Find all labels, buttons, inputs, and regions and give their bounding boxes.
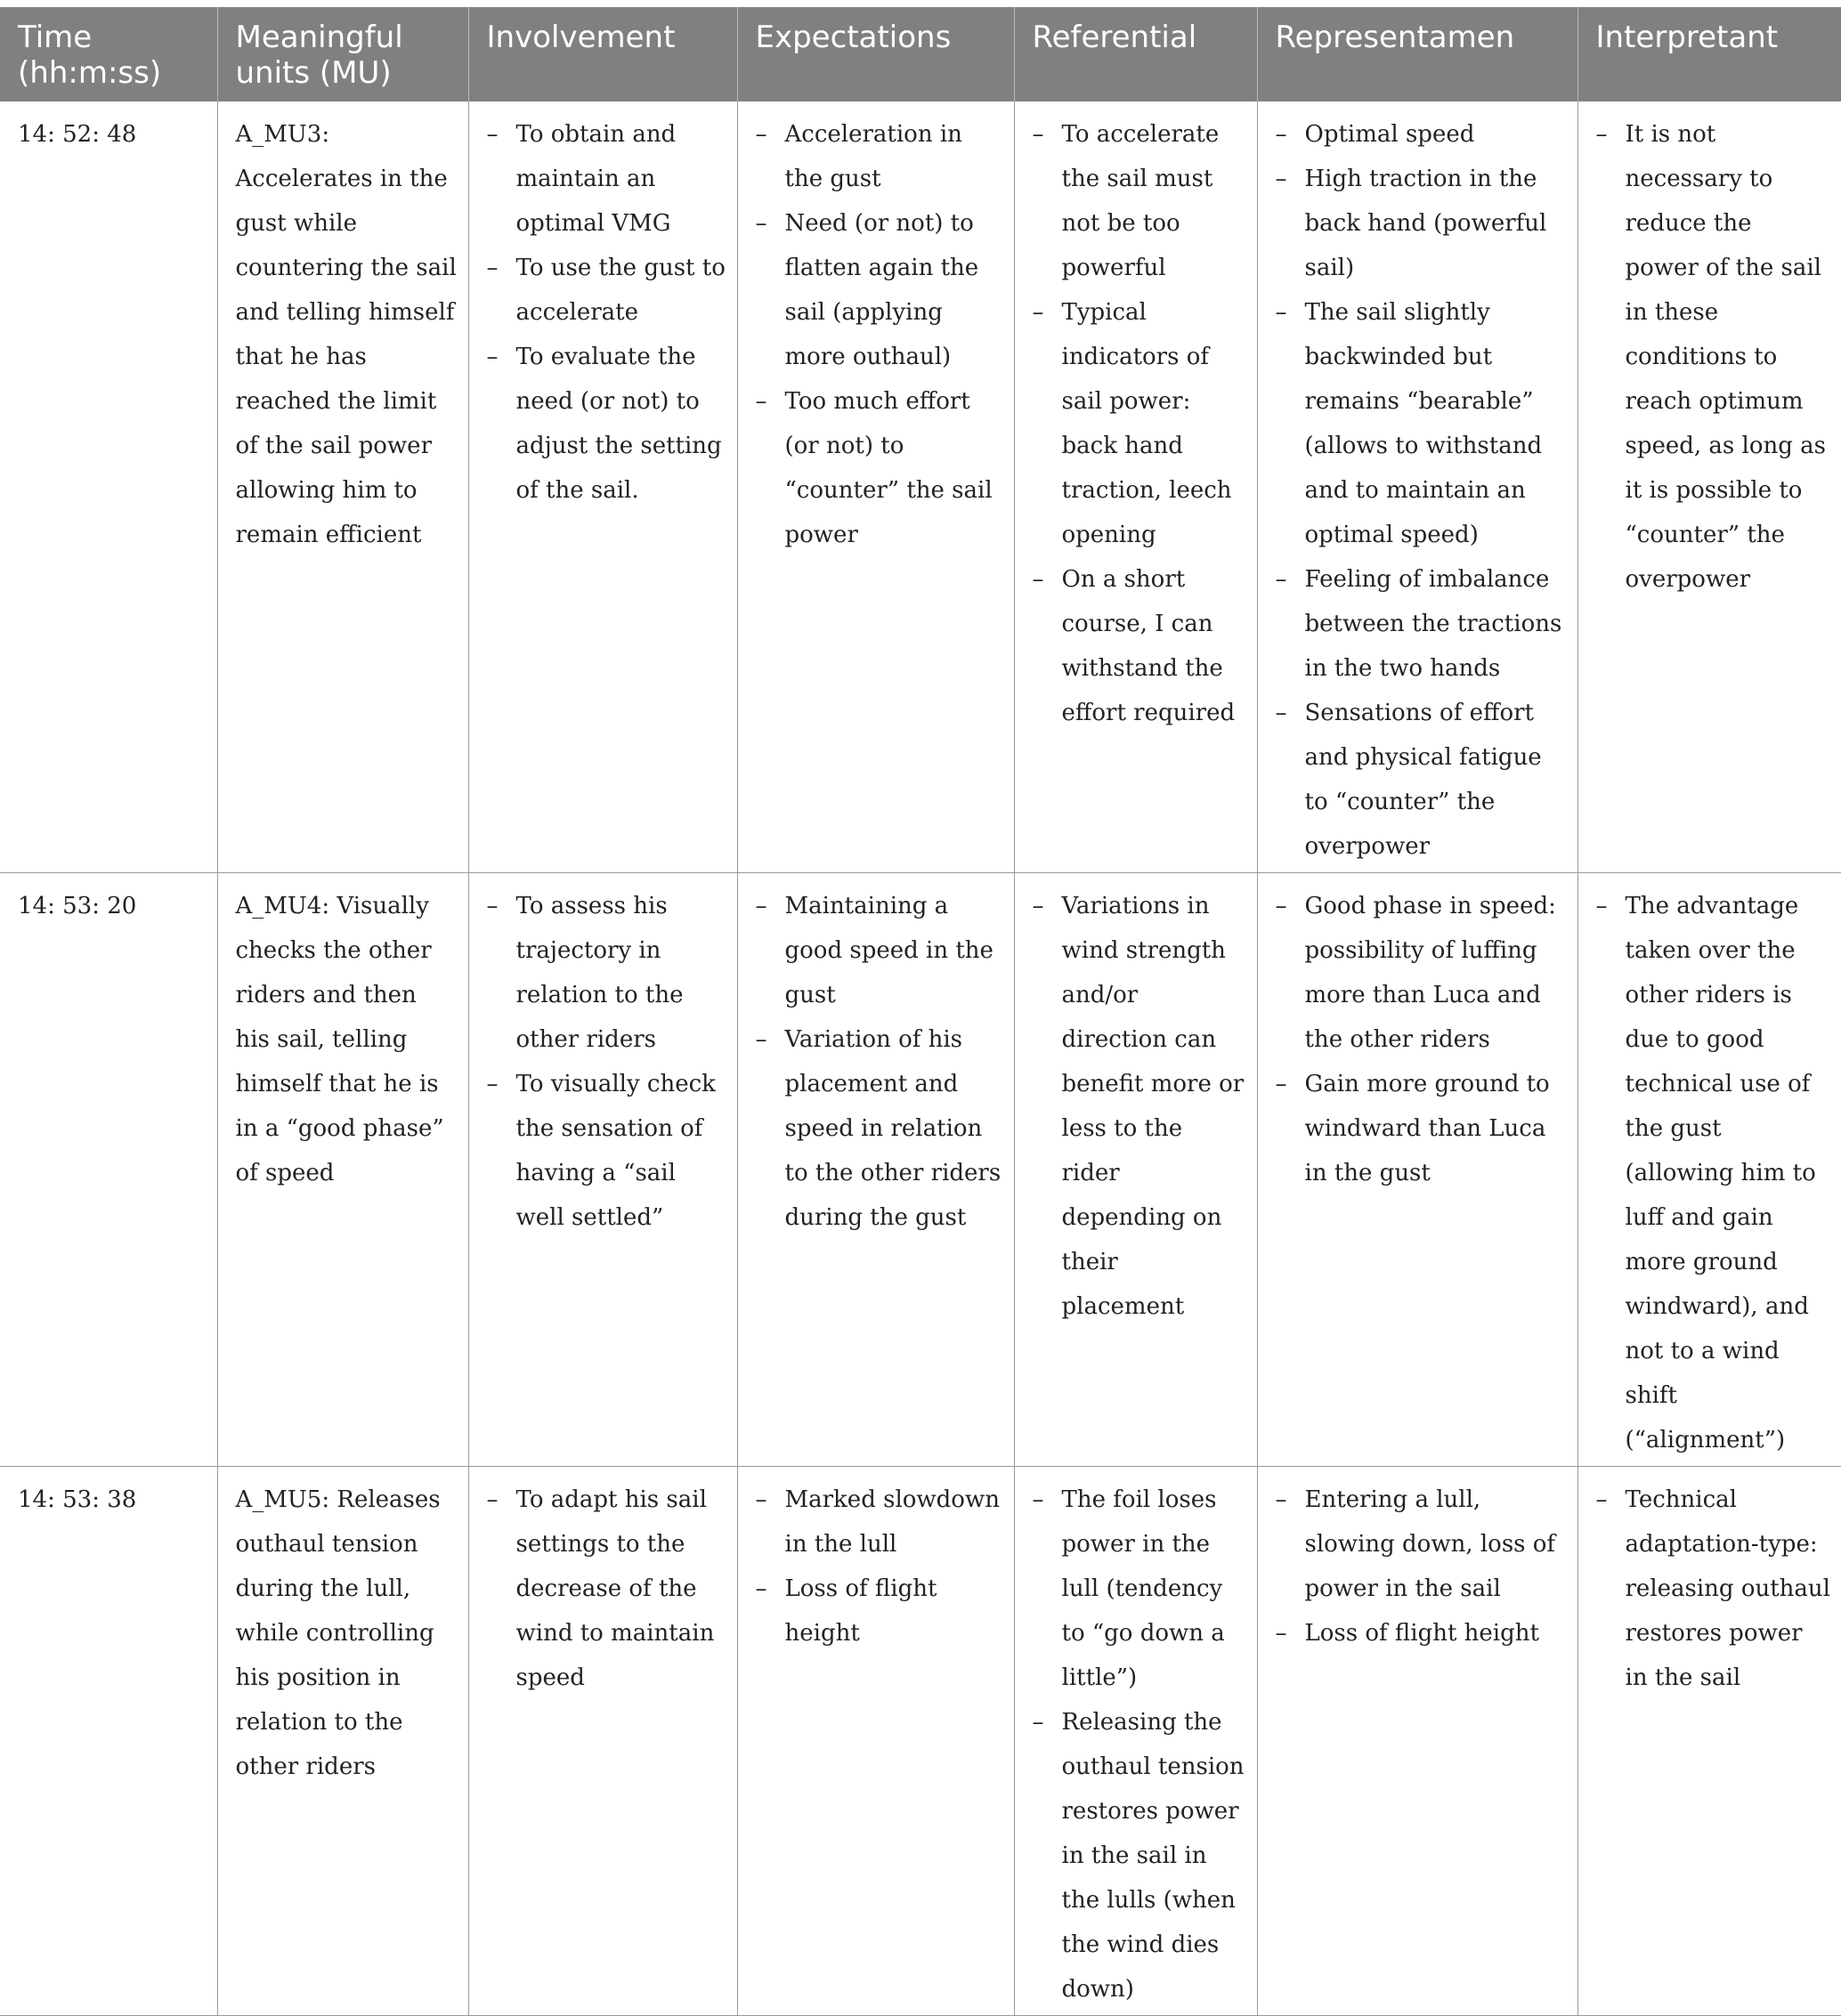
header-representamen: Representamen	[1257, 7, 1577, 101]
involvement-cell	[468, 101, 737, 873]
list-item: – The sail slightly backwinded but remains “bearable” (allows to withstand and to maintain an optimal speed)	[1276, 290, 1567, 557]
list-item: – Variation of his placement and speed in relation to the other riders during the gust	[756, 1017, 1003, 1240]
list-item: – Entering a lull, slowing down, loss of power in the sail	[1276, 1478, 1567, 1611]
header-expectations: Expectations	[737, 7, 1014, 101]
list-item: – Maintaining a good speed in the gust	[756, 884, 1003, 1017]
header-involvement: Involvement	[468, 7, 737, 101]
list-item: – The advantage taken over the other riders is due to good technical use of the gust (allowing him to luff and gain more ground windward), and not to a wind shift (“alignment”)	[1596, 884, 1831, 1462]
header-interpretant: Interpretant	[1577, 7, 1841, 101]
referential-cell	[1014, 873, 1257, 1467]
list-item: – To use the gust to accelerate	[487, 246, 726, 335]
list-item: – Optimal speed	[1276, 112, 1567, 157]
table-header-row	[0, 7, 1841, 101]
list-item: – To accelerate the sail must not be too powerful	[1033, 112, 1246, 290]
list-item: – Acceleration in the gust	[756, 112, 1003, 201]
list-item: – It is not necessary to reduce the power of the sail in these conditions to reach optimum speed, as long as it is possible to “counter” the overpower	[1596, 112, 1831, 602]
list-item: – Typical indicators of sail power: back hand traction, leech opening	[1033, 290, 1246, 557]
involvement-cell	[468, 1467, 737, 2016]
list-item: – Technical adaptation-type: releasing outhaul restores power in the sail	[1596, 1478, 1831, 1700]
list-item: – On a short course, I can withstand the effort required	[1033, 557, 1246, 735]
list-item: – Loss of flight height	[756, 1567, 1003, 1656]
expectations-cell	[737, 101, 1014, 873]
table-row	[0, 1467, 1841, 2016]
list-item: – Variations in wind strength and/or direction can benefit more or less to the rider depending on their placement	[1033, 884, 1246, 1329]
interpretant-cell	[1577, 101, 1841, 873]
expectations-cell	[737, 873, 1014, 1467]
list-item: – To visually check the sensation of having a “sail well settled”	[487, 1062, 726, 1240]
list-item: – Loss of flight height	[1276, 1611, 1567, 1656]
header-referential: Referential	[1014, 7, 1257, 101]
table-row	[0, 101, 1841, 873]
referential-cell	[1014, 1467, 1257, 2016]
header-time: Time (hh:m:ss)	[0, 7, 217, 101]
expectations-cell	[737, 1467, 1014, 2016]
meaningful-unit-cell: A_MU3: Accelerates in the gust while countering the sail and telling himself that he has reached the limit of the sail power allowing him to remain efficient	[217, 101, 468, 873]
table-row	[0, 873, 1841, 1467]
list-item: – To assess his trajectory in relation to the other riders	[487, 884, 726, 1062]
analysis-table	[0, 7, 1841, 2016]
list-item: – To evaluate the need (or not) to adjust the setting of the sail.	[487, 335, 726, 513]
interpretant-cell	[1577, 873, 1841, 1467]
list-item: – To obtain and maintain an optimal VMG	[487, 112, 726, 246]
header-meaningful-units: Meaningful units (MU)	[217, 7, 468, 101]
meaningful-unit-cell: A_MU5: Releases outhaul tension during the lull, while controlling his position in relation to the other riders	[217, 1467, 468, 2016]
time-cell: 14: 53: 38	[0, 1467, 217, 2016]
involvement-cell	[468, 873, 737, 1467]
representamen-cell	[1257, 101, 1577, 873]
list-item: – Marked slowdown in the lull	[756, 1478, 1003, 1567]
time-cell: 14: 53: 20	[0, 873, 217, 1467]
list-item: – Good phase in speed: possibility of luffing more than Luca and the other riders	[1276, 884, 1567, 1062]
interpretant-cell	[1577, 1467, 1841, 2016]
list-item: – Feeling of imbalance between the tractions in the two hands	[1276, 557, 1567, 691]
analysis-table-container	[0, 7, 1841, 2016]
meaningful-unit-cell: A_MU4: Visually checks the other riders and then his sail, telling himself that he is in a “good phase” of speed	[217, 873, 468, 1467]
list-item: – To adapt his sail settings to the decrease of the wind to maintain speed	[487, 1478, 726, 1700]
representamen-cell	[1257, 1467, 1577, 2016]
list-item: – Releasing the outhaul tension restores power in the sail in the lulls (when the wind dies down)	[1033, 1700, 1246, 2012]
list-item: – High traction in the back hand (powerful sail)	[1276, 157, 1567, 290]
list-item: – Need (or not) to flatten again the sail (applying more outhaul)	[756, 201, 1003, 379]
list-item: – Too much effort (or not) to “counter” the sail power	[756, 379, 1003, 557]
time-cell: 14: 52: 48	[0, 101, 217, 873]
list-item: – The foil loses power in the lull (tendency to “go down a little”)	[1033, 1478, 1246, 1700]
list-item: – Gain more ground to windward than Luca in the gust	[1276, 1062, 1567, 1195]
representamen-cell	[1257, 873, 1577, 1467]
list-item: – Sensations of effort and physical fatigue to “counter” the overpower	[1276, 691, 1567, 869]
referential-cell	[1014, 101, 1257, 873]
